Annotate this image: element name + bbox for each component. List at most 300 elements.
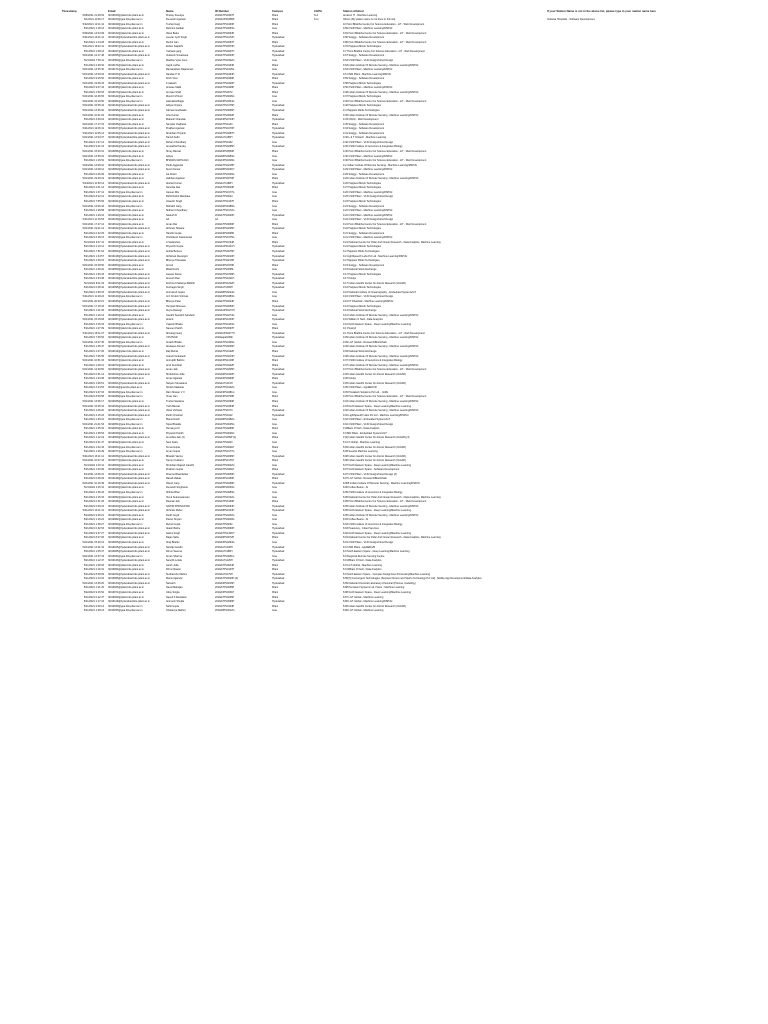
- id-number-cell: 2019aapa0236h: [215, 336, 234, 340]
- timestamp-cell: 5/21/2021 8:22:12: [83, 195, 104, 199]
- campus-cell: Goa: [272, 290, 277, 294]
- timestamp-cell: 5/21/2021 10:51:03: [82, 359, 104, 363]
- campus-cell: Hyderabad: [272, 281, 285, 285]
- name-cell: Saloni Singh: [166, 531, 181, 535]
- timestamp-cell: 5/21/2021 7:51:02: [83, 249, 104, 253]
- id-number-cell: 2019AA71089P [1]: [215, 436, 236, 440]
- id-number-cell: 2019A7PS0050H: [215, 304, 235, 308]
- timestamp-cell: 5/21/2021 10:01:03: [82, 113, 104, 117]
- campus-cell: Hyderabad: [272, 509, 285, 513]
- station-cell: 9.17 Nvidyu: [343, 277, 357, 281]
- email-cell: f2019045@pilani.bits-pilani.ac.in: [108, 86, 145, 90]
- email-cell: f2019034@hyderabad.bits-pilani.ac.in: [108, 404, 151, 408]
- email-cell: f2019140@goa.bits-pilani.ac.in: [108, 295, 143, 299]
- campus-cell: Goa: [272, 209, 277, 213]
- name-cell: Bhavya Patel: [166, 300, 181, 303]
- campus-cell: Pilani: [272, 122, 279, 126]
- id-number-cell: 2019A7PS0053G: [215, 27, 235, 31]
- email-cell: f2019049@goa.bits-pilani.ac.in: [108, 22, 143, 26]
- station-cell: 9.21 CSIR Pilani - Machine Learning/DSP/AI: [343, 236, 393, 240]
- timestamp-cell: 5/21/2021 10:16:49: [82, 481, 104, 485]
- campus-cell: Hyderabad: [272, 345, 285, 349]
- station-cell: 9.17 Happiest Minds Technologies: [343, 272, 382, 276]
- station-cell: Others (My station name is not there in this list): [343, 18, 396, 22]
- id-number-cell: 2019A3PS0096P: [215, 231, 235, 235]
- name-cell: Nandan H R: [166, 72, 180, 76]
- campus-cell: Hyderabad: [272, 145, 285, 149]
- timestamp-cell: 5/21/2021 1:12:19: [83, 436, 104, 440]
- campus-cell: Hyderabad: [272, 104, 285, 108]
- email-cell: f2019139@pilani.bits-pilani.ac.in: [108, 218, 145, 222]
- id-number-cell: 2019A7PS0013H: [215, 354, 235, 358]
- timestamp-cell: 5/21/2021 1:27:14: [83, 140, 104, 144]
- id-number-cell: 2019A7PS0287H: [215, 131, 235, 135]
- email-cell: f2019028@hyderabad.bits-pilani.ac.in: [108, 331, 151, 335]
- station-cell: 9.7 Homi Bhabha Centre For Science Education - IoT - Web Development: [343, 49, 425, 53]
- station-cell: 9.19 National Stock Exchange: [343, 268, 377, 272]
- timestamp-cell: 5/21/2021 1:21:26: [83, 586, 104, 590]
- id-number-cell: 2019A7PS0024P: [215, 300, 235, 303]
- campus-cell: Goa: [272, 495, 277, 499]
- email-cell: f2019087@hyderabad.bits-pilani.ac.in: [108, 318, 151, 322]
- name-cell: Parth Chouhan: [166, 413, 183, 417]
- timestamp-cell: 5/21/2021 9:25:50: [83, 77, 104, 81]
- id-number-cell: 2019AAPS1072H: [215, 309, 235, 313]
- email-cell: f2019050@goa.bits-pilani.ac.in: [108, 522, 143, 526]
- station-cell: 8.965 Indian Institute Of Remote Sensing - Machine Learning/DSP/AI: [343, 481, 420, 485]
- id-number-cell: 2019A7PS1159H: [215, 259, 235, 263]
- id-number-cell: 2019AAPS1211H: [215, 245, 235, 249]
- id-number-cell: 2019A7PS0020H [4]: [215, 577, 238, 581]
- id-number-cell: 2019A7PS0026H: [215, 345, 235, 349]
- station-cell: 9.02 CSIR Pilani - Embedded Systems/IoT: [343, 418, 391, 422]
- campus-cell: Pilani: [272, 563, 279, 567]
- station-cell: 8 LGT Global - Machine Learning: [343, 440, 380, 444]
- id-number-cell: 2019A7PS0203: [215, 440, 233, 444]
- station-cell: 9.23 Swiggy - Software Development: [343, 204, 385, 208]
- campus-cell: Hyderabad: [272, 381, 285, 385]
- name-cell: Shrikrishna Jolla: [166, 372, 185, 376]
- name-cell: Pavan Shyam: [166, 518, 182, 522]
- station-cell: 8.95 CSIR-Institute of Genomics & Integrative Biology: [343, 490, 403, 494]
- id-number-cell: 2019A7PS0020H: [215, 213, 235, 217]
- name-cell: Aniruddh Bahirvi: [166, 359, 185, 363]
- id-number-cell: 2019A3PS0728P: [215, 395, 235, 399]
- name-cell: Aaloukika Batge: [166, 99, 185, 103]
- timestamp-cell: 5/21/2021 0:32:53: [83, 527, 104, 531]
- station-cell: 9.05 Homi Bhabha Centre For Science Education - IoT - Web Development: [343, 395, 427, 399]
- id-number-cell: 2019AA71219H: [215, 381, 233, 385]
- timestamp-cell: 5/21/2021 1:06:20: [83, 409, 104, 413]
- name-cell: Sumit Kumar: [166, 168, 181, 172]
- station-cell: 9.76 Happiest Minds Technologies: [343, 45, 382, 49]
- station-cell: 8.89 National Chemical Laboratory-Chemical (Process modelling): [343, 581, 416, 585]
- id-number-cell: 2019A8PS0224G: [215, 290, 235, 294]
- timestamp-cell: 5/21/2021 1:35:32: [83, 427, 104, 431]
- campus-cell: Pilani: [272, 445, 279, 449]
- email-cell: f2019071@pilani.bits-pilani.ac.in: [108, 591, 145, 594]
- timestamp-cell: 5/21/2021 2:59:33: [83, 290, 104, 294]
- campus-cell: Pilani: [272, 77, 279, 81]
- timestamp-cell: 5/21/2021 16:46:53: [82, 95, 104, 99]
- name-cell: Tanuru Kulkarni: [166, 459, 184, 463]
- email-cell: f2019093@pilani.bits-pilani.ac.in: [108, 186, 145, 190]
- name-cell: Anushka Jain [1]: [166, 436, 185, 440]
- campus-cell: Pilani: [272, 240, 279, 244]
- station-cell: 9.02 CSIR Pilani - VLSI Design/Cloud Design: [343, 422, 394, 426]
- campus-cell: Goa: [272, 418, 277, 422]
- id-number-cell: 2019A7PS0026G: [215, 95, 235, 99]
- name-cell: Aman Jain: [166, 368, 178, 372]
- name-cell: Abhishek Revanjoti: [166, 254, 188, 258]
- email-cell: f2019009@hyderabad.bits-pilani.ac.in: [108, 436, 151, 440]
- name-cell: Aarsh Joila: [166, 563, 179, 567]
- email-cell: f2019043@goa.bits-pilani.ac.in: [108, 159, 143, 163]
- campus-cell: Hyderabad: [272, 277, 285, 281]
- email-cell: f2019052@pilani.bits-pilani.ac.in: [108, 495, 145, 499]
- station-cell: 9.12 Indian Institute Of Remote Sensing - Machine Learning/DSP/AI: [343, 313, 419, 317]
- campus-cell: Hyderabad: [272, 181, 285, 185]
- name-cell: Tanish Sethi: [166, 136, 180, 140]
- email-cell: f2019056@pilani.bits-pilani.ac.in: [108, 149, 145, 153]
- campus-cell: Hyderabad: [272, 227, 285, 231]
- timestamp-cell: 5/30/2021 14:04:09: [82, 31, 104, 35]
- timestamp-cell: 5/21/2021 13:03:37: [82, 136, 104, 140]
- id-number-cell: 2019A7PS0121H: [215, 277, 235, 281]
- email-cell: f2019066@hyderabad.bits-pilani.ac.in: [108, 309, 151, 313]
- timestamp-cell: 5/21/2021 1:23:38: [83, 377, 104, 381]
- email-cell: f2019188@goa.bits-pilani.ac.in: [108, 395, 143, 399]
- timestamp-cell: 5/21/2021 13:07:36: [82, 340, 104, 344]
- campus-cell: Hyderabad: [272, 72, 285, 76]
- name-cell: Prakhar Agarwal: [166, 127, 185, 131]
- station-cell: 9.07 CSIR-Institute of Genomics & Integrative Biology: [343, 359, 403, 363]
- email-cell: f2019053@pilani.bits-pilani.ac.in: [108, 263, 145, 267]
- name-cell: Anmol: [166, 263, 174, 267]
- timestamp-cell: 5/21/2021 0:08:42: [83, 286, 104, 290]
- id-number-cell: 2019A7PS0009G: [215, 518, 235, 522]
- timestamp-cell: 5/21/2021 1:14:28: [83, 40, 104, 44]
- campus-cell: Goa: [272, 159, 277, 163]
- timestamp-cell: 5/21/2021 10:07:43: [82, 459, 104, 463]
- campus-cell: Hyderabad: [272, 309, 285, 313]
- campus-cell: Pilani: [272, 327, 279, 331]
- id-number-cell: 2019A7PS0025G: [215, 422, 235, 426]
- email-cell: f2019163@hyderabad.bits-pilani.ac.in: [108, 72, 151, 76]
- name-cell: G.K Krutick Srinivas: [166, 295, 189, 299]
- station-cell: 9.30 CSIR-Institute of Genomics & Integrative Biology: [343, 145, 403, 149]
- name-cell: BHAVAS MAHAJAN: [166, 159, 189, 163]
- campus-cell: Pilani: [272, 468, 279, 472]
- email-cell: f2019103@hyderabad.bits-pilani.ac.in: [108, 281, 151, 285]
- timestamp-cell: 5/21/2021 2:15:33: [83, 495, 104, 499]
- id-number-cell: 2019A7PS0090H: [215, 527, 235, 531]
- name-cell: Arsh Kumbhat: [166, 363, 182, 367]
- email-cell: f2019164@pilani.bits-pilani.ac.in: [108, 240, 145, 244]
- station-cell: 9.21 Swiggy - Software Development: [343, 231, 385, 235]
- email-cell: f2019073@pilani.bits-pilani.ac.in: [108, 90, 145, 94]
- header-station-allotted: Station Allotted: [343, 9, 364, 13]
- timestamp-cell: 5/21/2021 1:16:22: [83, 518, 104, 522]
- timestamp-cell: 5/21/2021 19:36:33: [82, 81, 104, 85]
- email-cell: f2019095@hyderabad.bits-pilani.ac.in: [108, 286, 151, 290]
- id-number-cell: 2019AA71226H: [215, 559, 233, 563]
- id-number-cell: 2019A7PS1301H: [215, 531, 235, 535]
- station-cell: 9.30 Homi Bhabha Centre For Science Education - IoT - Web Development: [343, 149, 427, 153]
- name-cell: Rasab Vaikas: [166, 477, 182, 481]
- name-cell: Kushagra Singh: [166, 286, 184, 290]
- email-cell: f2019020@pilani.bits-pilani.ac.in: [108, 486, 145, 490]
- id-number-cell: 2019A7PS0051G: [215, 554, 235, 558]
- email-cell: f2019106@hyderabad.bits-pilani.ac.in: [108, 545, 151, 549]
- email-cell: f2019026@pilani.bits-pilani.ac.in: [108, 77, 145, 81]
- id-number-cell: 2019A7PS0218H: [215, 163, 235, 167]
- email-cell: f2019005@pilani.bits-pilani.ac.in: [108, 540, 145, 544]
- name-cell: Jahnavi Gudiwada: [166, 109, 187, 113]
- email-cell: f2019079@goa.bits-pilani.ac.in: [108, 340, 143, 344]
- name-cell: Yashank garg: [166, 49, 182, 53]
- name-cell: Eshan Satpathi: [166, 45, 183, 49]
- id-number-cell: 2019A3PS0488G: [215, 204, 235, 208]
- email-cell: f2019042@pilani.bits-pilani.ac.in: [108, 213, 145, 217]
- name-cell: Mansi Agarwal: [166, 577, 183, 581]
- name-cell: Bhavya Tibrewala: [166, 259, 186, 263]
- email-cell: f2019109@pilani.bits-pilani.ac.in: [108, 468, 145, 472]
- email-cell: f2019123@hyderabad.bits-pilani.ac.in: [108, 413, 151, 417]
- station-cell: 10 Homi Bhabha Centre For Science Education - IoT - Web Development: [343, 22, 425, 26]
- campus-cell: Hyderabad: [272, 545, 285, 549]
- campus-cell: Goa: [272, 140, 277, 144]
- name-cell: Naveen Parikh: [166, 327, 183, 331]
- campus-cell: Goa: [272, 218, 277, 222]
- station-cell: 8.87 LGT Global - Machine Learning: [343, 595, 384, 599]
- email-cell: f2019102@hyderabad.bits-pilani.ac.in: [108, 245, 151, 249]
- id-number-cell: 2019A8PS0683G: [215, 154, 235, 158]
- campus-cell: Hyderabad: [272, 54, 285, 58]
- station-cell: 9.29 CSIR Pilani - Machine Learning/DSP/AI: [343, 168, 393, 172]
- email-cell: f2019052@hyderabad.bits-pilani.ac.in: [108, 168, 151, 172]
- timestamp-cell: 5/21/2021 1:50:03: [83, 90, 104, 94]
- station-cell: 9.02 LightSpeedX Labs Pvt Ltd - Machine Learning/DSP/AI: [343, 413, 409, 417]
- id-number-cell: 2019A7PS0000P: [215, 113, 235, 117]
- station-cell: 8.95 Homi Bhabha Centre For Science Education - IoT - Web Development: [343, 500, 427, 504]
- timestamp-cell: 5/21/2021 2:14:53: [83, 386, 104, 390]
- campus-cell: Pilani: [272, 591, 279, 594]
- station-cell: 9.2 Happiest Minds Technologies: [343, 259, 380, 263]
- station-cell: 9.17 Indian Gandhi Center for Atomic Research (IGCAR): [343, 281, 406, 285]
- timestamp-cell: 5/21/2021 1:36:47: [83, 345, 104, 349]
- station-cell: 9.36 Homi Bhabha Centre For Science Education - IoT - Web Development: [343, 99, 427, 103]
- id-number-cell: 2019A7PS0744P: [215, 240, 235, 244]
- campus-cell: Goa: [272, 268, 277, 272]
- station-cell: 9.22 CSIR Pilani - VLSI Design/Cloud Design: [343, 218, 394, 222]
- name-cell: Utsavsh Singh: [166, 199, 183, 203]
- id-number-cell: 2019A7PS0104P: [215, 604, 235, 608]
- id-number-cell: 2019A7PS0708H: [215, 272, 235, 276]
- name-cell: Naveli S Rewatkar: [166, 595, 187, 599]
- name-cell: Sahil Gupta: [166, 604, 180, 608]
- id-number-cell: 2019A3PS0100H: [215, 372, 235, 376]
- timestamp-cell: 5/21/2021 13:11:41: [82, 509, 104, 513]
- email-cell: f2019040@goa.bits-pilani.ac.in: [108, 204, 143, 208]
- name-cell: Harshit Gupta: [166, 231, 182, 235]
- station-cell: 9.22 Happiest Minds Technologies: [343, 227, 382, 231]
- id-number-cell: 2019A3PS0334G: [215, 99, 235, 103]
- timestamp-cell: 5/21/2021 13:01:11: [82, 36, 104, 40]
- campus-cell: Hyderabad: [272, 45, 285, 49]
- timestamp-cell: 5/21/2021 17:19:33: [82, 304, 104, 308]
- name-cell: Rajan Sahu: [166, 536, 180, 540]
- timestamp-cell: 5/21/2021 1:29:16: [83, 213, 104, 217]
- station-cell: 9.02 Indian Institute Of Remote Sensing - Machine Learning/DSP/AI: [343, 409, 419, 413]
- campus-cell: Hyderabad: [272, 409, 285, 413]
- email-cell: f2019144@hyderabad.bits-pilani.ac.in: [108, 259, 151, 263]
- station-cell: 8.95 North Eastern Space - Deep Learning/Machine Learning: [343, 509, 411, 513]
- station-cell: 9.26 Indian Institute Of Remote Sensing - Machine Learning/DSP/AI: [343, 177, 419, 181]
- email-cell: f2019350@goa.bits-pilani.ac.in: [108, 59, 143, 63]
- timestamp-cell: 5/21/2021 1:26:49: [83, 450, 104, 454]
- station-cell: 9.03 North Eastern Space - Deep Learning/Machine Learning: [343, 404, 411, 408]
- campus-cell: Hyderabad: [272, 368, 285, 372]
- header-timestamp: Timestamp: [62, 9, 77, 13]
- email-cell: f2019082@pilani.bits-pilani.ac.in: [108, 518, 145, 522]
- name-cell: Yajansh Bhatia: [166, 322, 183, 326]
- timestamp-cell: 5/21/2021 7:36:53: [83, 336, 104, 340]
- name-cell: Tushar Sardana: [166, 400, 184, 404]
- campus-cell: Pilani: [272, 177, 279, 181]
- station-cell: 9.05 CSIR Pilani - AppliED/VR: [343, 386, 377, 390]
- campus-cell: Hyderabad: [272, 331, 285, 335]
- station-cell: 8.9 North Eastern Space - Complex Design/Geo Processing/Machine Learning: [343, 572, 430, 576]
- station-cell: 9.38 Indian Institute Of Remote Sensing - Machine Learning/DSP/AI: [343, 90, 419, 94]
- campus-cell: Goa: [272, 513, 277, 517]
- email-cell: f2019107@pilani.bits-pilani.ac.in: [108, 359, 145, 363]
- station-cell: 9.6 CSIR Pilani - Machine Learning/DSP/AI: [343, 72, 391, 76]
- name-cell: Neel Kaira: [166, 440, 178, 444]
- station-cell: 9.63 CSIR Pilani - VLSI Design/Cloud Design: [343, 59, 394, 63]
- name-cell: Shrey Bansal: [166, 149, 181, 153]
- name-cell: Arnav Agarwal: [166, 377, 183, 381]
- name-cell: Mouzzi M Noor: [166, 95, 183, 99]
- email-cell: f2019100@goa.bits-pilani.ac.in: [108, 18, 143, 22]
- email-cell: f2019009@pilani.bits-pilani.ac.in: [108, 463, 145, 467]
- email-cell: f2019213@goa.bits-pilani.ac.in: [108, 236, 143, 240]
- id-number-cell: 2019A3PS0550P: [215, 149, 235, 153]
- timestamp-cell: 5/22/2021 13:06:10: [82, 163, 104, 167]
- id-number-cell: 2019A7PS1002G: [215, 386, 235, 390]
- id-number-cell: 2019A7PS0164H: [215, 72, 235, 76]
- id-number-cell: 2019A7PS0973H: [215, 45, 235, 49]
- campus-cell: Pilani: [272, 377, 279, 381]
- timestamp-cell: 5/21/2021 17:27:14: [82, 222, 104, 226]
- campus-cell: Pilani: [272, 300, 279, 303]
- id-number-cell: 2019A7PS0010H: [215, 254, 235, 258]
- email-cell: f2019054@hyderabad.bits-pilani.ac.in: [108, 249, 151, 253]
- name-cell: Anuradha Pandey: [166, 145, 187, 149]
- email-cell: f2019055@hyderabad.bits-pilani.ac.in: [108, 54, 151, 58]
- name-cell: Tejas Bhadde: [166, 422, 182, 426]
- responses-table: [60, 9, 713, 614]
- timestamp-cell: 5/21/2021 13:11:12: [82, 454, 104, 458]
- name-cell: Jagrit Lodha: [166, 63, 180, 67]
- station-cell: 8.95 Indian Institute Of Remote Sensing - Machine Learning/DSP/AI: [343, 504, 419, 508]
- timestamp-cell: 5/21/2021 15:19:50: [82, 99, 104, 103]
- campus-cell: Hyderabad: [272, 118, 285, 122]
- campus-cell: Goa: [272, 195, 277, 199]
- timestamp-cell: 5/21/2021 1:28:03: [83, 563, 104, 567]
- timestamp-cell: 5/21/2021 15:40:14: [82, 540, 104, 544]
- id-number-cell: 2019A7PS0172G: [215, 209, 235, 213]
- station-cell: 8.95 National Centre For Polar And Ocean Research - Data Analytics, Machine Learning: [343, 495, 441, 499]
- station-cell: 8.97 LGT Global - Research/Blockchain: [343, 477, 388, 481]
- email-cell: f2019009@pilani.bits-pilani.ac.in: [108, 595, 145, 599]
- name-cell: Gaurav Desai: [166, 272, 182, 276]
- timestamp-cell: 5/21/2021 9:21:16: [83, 145, 104, 149]
- campus-cell: Hyderabad: [272, 249, 285, 253]
- station-cell: 9.30 CSIR Pilani - VLSI Design/Cloud Design: [343, 140, 394, 144]
- timestamp-cell: 5/21/2021 12:39:50: [82, 368, 104, 372]
- station-cell: 9.37 Happiest Minds Technologies: [343, 95, 382, 99]
- email-cell: f2019128@hyderabad.bits-pilani.ac.in: [108, 254, 151, 258]
- email-cell: f2019065@hyderabad.bits-pilani.ac.in: [108, 550, 151, 554]
- name-cell: Ruchir Jain: [166, 40, 179, 44]
- name-cell: Aman Rai: [166, 222, 177, 226]
- timestamp-cell: 5/21/2021 19:21:14: [82, 227, 104, 231]
- timestamp-cell: 5/21/2021 15:05:44: [82, 104, 104, 108]
- station-cell: 9.25 CSIR Pilani - VLSI Design/Cloud Design: [343, 195, 394, 199]
- campus-cell: Goa: [272, 540, 277, 544]
- name-cell: Ankita Behera: [166, 249, 182, 253]
- email-cell: f2019097@hyderabad.bits-pilani.ac.in: [108, 45, 151, 49]
- station-cell: 8.91 National Centre For Polar And Ocean Research - Data Analytics, Machine Learning: [343, 536, 441, 540]
- id-number-cell: 2019AAPS0277H: [215, 331, 235, 335]
- station-cell: 9.16 CSIR Pilani - VLSI Design/Cloud Design: [343, 295, 394, 299]
- station-cell: 9.35 Indian Institute Of Remote Sensing - Machine Learning/DSP/AI: [343, 113, 419, 117]
- id-number-cell: 2019A7PS0175G: [215, 236, 235, 240]
- name-cell: Khanna Bhandarkar: [166, 472, 189, 476]
- email-cell: f2019151@pilani.bits-pilani.ac.in: [108, 118, 145, 122]
- campus-cell: Pilani: [272, 40, 279, 44]
- timestamp-cell: 5/24/2021 11:50:14: [82, 181, 104, 185]
- name-cell: Aneesh Rao: [166, 277, 180, 281]
- station-cell: 8.98 Indian Gandhi Center for Atomic Research (IGCAR): [343, 459, 406, 463]
- timestamp-cell: 5/21/2021 15:48:50: [82, 263, 104, 267]
- station-cell: 9.80 Swiggy - Software Development: [343, 36, 385, 40]
- campus-cell: Hyderabad: [272, 304, 285, 308]
- timestamp-cell: 5/21/2021 1:21:06: [83, 309, 104, 313]
- email-cell: f2019070@pilani.bits-pilani.ac.in: [108, 513, 145, 517]
- timestamp-cell: 5/21/2021 2:09:14: [83, 604, 104, 608]
- email-cell: f2019154@hyderabad.bits-pilani.ac.in: [108, 572, 151, 576]
- email-cell: f2019112@goa.bits-pilani.ac.in: [108, 386, 143, 390]
- station-cell: 9.09 LGT Global - Research/Blockchain: [343, 340, 388, 344]
- email-cell: f2019036@pilani.bits-pilani.ac.in: [108, 536, 145, 540]
- name-cell: Sanchit Lodde: [166, 559, 182, 563]
- name-cell: K Aakash: [166, 81, 177, 85]
- station-cell: 9.2 Happiest Minds Technologies: [343, 249, 380, 253]
- timestamp-cell: 5/21/2021 0:06:09: [83, 172, 104, 176]
- id-number-cell: 2019A3PS0226H: [215, 227, 235, 231]
- email-cell: f2019110@hyderabad.bits-pilani.ac.in: [108, 277, 150, 281]
- email-cell: f2019080@pilani.bits-pilani.ac.in: [108, 313, 145, 317]
- email-cell: f2019161@pilani.bits-pilani.ac.in: [108, 199, 145, 203]
- timestamp-cell: 5/21/2021 19:40:19: [82, 177, 104, 181]
- timestamp-cell: 5/21/2021 13:21:34: [82, 545, 104, 549]
- timestamp-cell: 5/21/2021 8:11:19: [84, 281, 104, 285]
- email-cell: f2019139@goa.bits-pilani.ac.in: [108, 322, 143, 326]
- email-cell: f2019035@hyderabad.bits-pilani.ac.in: [108, 300, 151, 303]
- name-cell: Jeevan Jyoti Singh: [166, 36, 187, 40]
